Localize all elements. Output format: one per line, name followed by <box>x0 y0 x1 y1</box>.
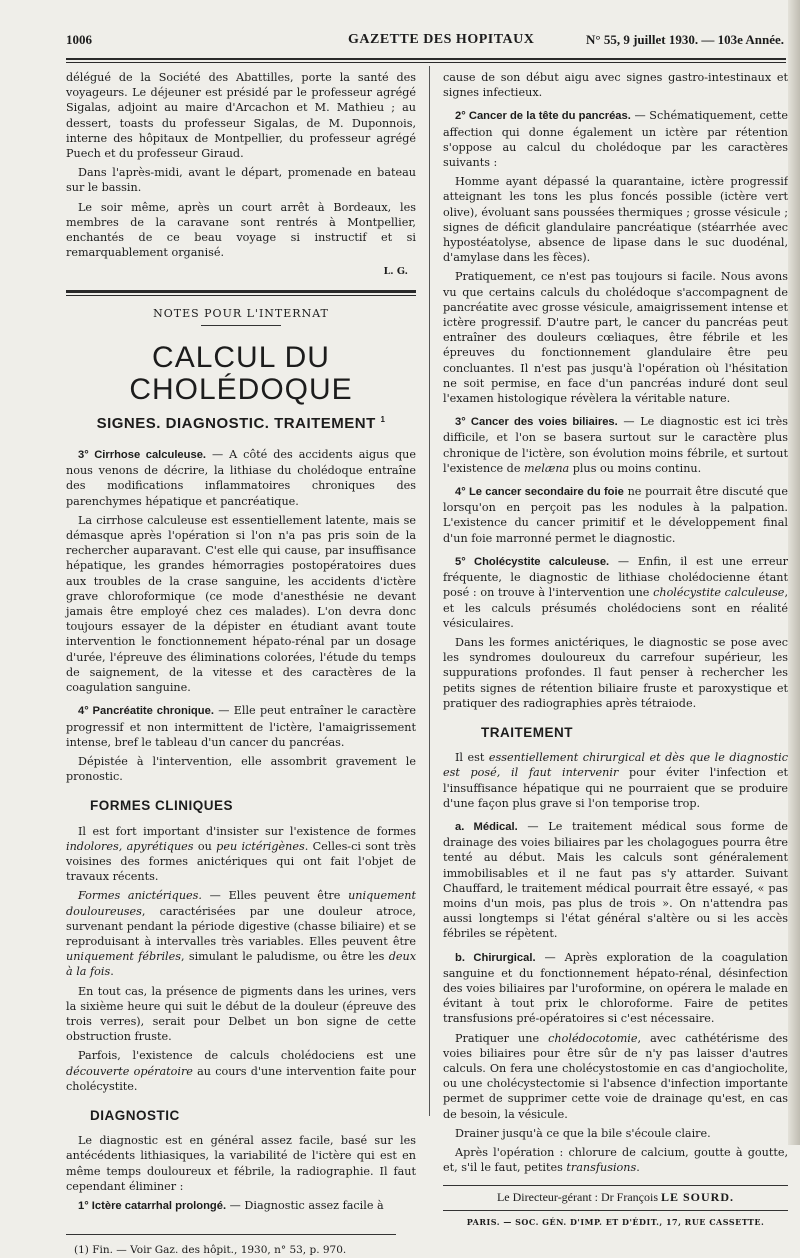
paragraph <box>66 888 416 979</box>
paragraph: Homme ayant dépassé la quarantaine, ictère progressif atteignant les tons les plus foncés possible (ictère vert olive), évoluant sans poussées thermiques ; grosse vésicule ; signes de déficit glandulaire pancréatique (stéarrhée avec hypostéatolyse, absence de lipase dans le suc duodénal, d'amylase dans les fèces). <box>443 175 788 265</box>
text: Il est fort important d'insister sur l'existence de formes <box>78 824 416 838</box>
item-text: — Elle peut entraîner le caractère progressif et non intermittent de l'ictère, l'amaigrissement intense, bref le tableau d'un cancer du pancréas. <box>66 704 416 749</box>
text: Parfois, l'existence de calculs cholédociens est une <box>78 1049 416 1063</box>
notes-heading: NOTES POUR L'INTERNAT <box>153 306 329 320</box>
text-italic: cholécystite calculeuse <box>653 586 785 600</box>
paragraph-cirrhose <box>66 447 416 509</box>
page-header <box>66 32 790 54</box>
paragraph <box>66 1198 416 1214</box>
left-column <box>66 70 416 1258</box>
text-italic: transfusions <box>566 1161 637 1175</box>
article-title: CALCUL DU CHOLÉDOQUE <box>129 340 353 406</box>
text-italic: peu ictérigènes <box>216 839 305 853</box>
printer-line: PARIS. — SOC. GÉN. D'IMP. ET D'ÉDIT., 17, RUE CASSETTE. <box>466 1216 765 1227</box>
paragraph <box>443 1145 788 1175</box>
item-lead: 5° Cholécystite calculeuse. <box>455 555 610 568</box>
item-lead: 4° Le cancer secondaire du foie <box>455 486 624 499</box>
paragraph-medical <box>443 819 788 942</box>
intro-paragraph: Dans l'après-midi, avant le départ, promenade en bateau sur le bassin. <box>66 166 416 195</box>
paragraph: La cirrhose calculeuse est essentiellement latente, mais se démasque après l'opération si l'on n'a pas pris soin de la rechercher auparavant. C'est elle qui cause, par insuffisance hépatique, les grandes hémorragies postopératoires dues aux troubles de la crase sanguine, les accidents d'ictère grave chloroformique (ce mode d'anesthésie ne devant jamais être employé chez ces malades). L'on devra donc toujours essayer de la dépister en étudiant avant toute intervention le fonctionnement hépato-rénal par un dosage d'urée, l'épreuve des éliminations colorées, l'étude du temps de saignement, de la vitesse et des caractères de la coagulation sanguine. <box>66 513 416 695</box>
paragraph: Pratiquement, ce n'est pas toujours si facile. Nous avons vu que certains calculs du cholédoque s'accompagnent de pancréatite avec grosse vésicule, amaigrissement intense et ictère progressif. D'autre part, le cancer du pancréas peut entraîner des douleurs cœliaques, être fébrile et les épreuves du fonctionnement glandulaire être peu concluantes. Il n'est pas jusqu'à l'opération où l'hésitation ne soit permise, en face d'un pancréas induré dont seul l'examen histologique révèlera la véritable nature. <box>443 270 788 406</box>
header-rule-thin <box>66 62 786 63</box>
right-column <box>443 70 788 1230</box>
section-heading-traitement: TRAITEMENT <box>481 724 573 740</box>
footnote-marker: 1 <box>380 414 386 424</box>
paragraph: En tout cas, la présence de pigments dans les urines, vers la sixième heure qui suit le début de la douleur (épreuve des trois verres), serait pour Delbet un bon signe de cette obstruction fruste. <box>66 984 416 1044</box>
director-rule <box>443 1210 788 1211</box>
item-text: — Diagnostic assez facile à <box>226 1198 384 1212</box>
item-lead: 4° Pancréatite chronique. <box>78 705 214 718</box>
item-lead: 1° Ictère catarrhal prolongé. <box>78 1199 227 1212</box>
item-lead: 2° Cancer de la tête du pancréas. <box>455 110 631 123</box>
item-text: — Après exploration de la coagulation sanguine et du fonctionnement hépato-rénal, désinfection des voies biliaires par l'uroformine, on opérera le malade en évitant à tout prix le chloroforme. Faire de petites transfusions pré-opératoires si c'est nécessaire. <box>443 950 788 1026</box>
intro-paragraph: délégué de la Société des Abattilles, porte la santé des voyageurs. Le déjeuner est présidé par le professeur agrégé Sigalas, adjoint au maire d'Arcachon et M. Mathieu ; au dessert, toasts du professeur Sigalas, de M. Duponnois, interne des hôpitaux de Montpellier, du professeur agrégé Puech et du professeur Giraud. <box>66 71 416 161</box>
text-italic: découverte opératoire <box>66 1064 193 1078</box>
intro-signature: L. G. <box>383 266 408 278</box>
paragraph <box>66 824 416 885</box>
paragraph: cause de son début aigu avec signes gastro-intestinaux et signes infectieux. <box>443 71 788 100</box>
paragraph: Dépistée à l'intervention, elle assombrit gravement le pronostic. <box>66 754 416 784</box>
text: — Elles peuvent être <box>201 889 349 903</box>
item-text: — A côté des accidents aigus que nous venons de décrire, la lithiase du cholédoque entraîne des modifications inflammatoires chroniques des parenchymes hépatique et pancréatique. <box>66 448 416 508</box>
director-label: Le Directeur-gérant : Dr François <box>496 1190 661 1205</box>
item-lead: b. Chirurgical. <box>455 951 536 964</box>
paragraph <box>443 750 788 811</box>
item-lead: a. Médical. <box>455 820 518 833</box>
text: au cours d'une intervention faite pour cholécystite. <box>66 1064 416 1093</box>
item-text: — Schématiquement, cette affection qui donne également un ictère par rétention s'oppose au calcul du cholédoque par les caractères suivants : <box>443 109 789 170</box>
text-italic: Formes anictériques. <box>78 889 202 903</box>
header-rule <box>66 58 786 60</box>
text-italic: essentiellement chirurgical et dès que le diagnostic est posé, il faut intervenir <box>443 751 788 780</box>
director-block <box>443 1185 788 1229</box>
director-line <box>443 1190 788 1205</box>
intro-paragraph: Le soir même, après un court arrêt à Bordeaux, les membres de la caravane sont rentrés à Montpellier, enchantés de ce beau voyage si instructif et si remarquablement organisé. <box>66 200 416 260</box>
text: Après l'opération : chlorure de calcium, goutte à goutte, et, s'il le faut, petites <box>443 1146 788 1175</box>
short-rule <box>201 325 281 326</box>
article-subtitle-text: SIGNES. DIAGNOSTIC. TRAITEMENT <box>96 414 376 432</box>
text: , simulant le paludisme, ou être les <box>180 950 389 964</box>
text-italic: deux à la fois <box>66 950 416 979</box>
item-text: plus ou moins continu. <box>569 461 702 475</box>
section-rule <box>66 290 416 293</box>
paragraph <box>443 1031 788 1122</box>
text: , avec cathétérisme des voies biliaires pour être sûr de n'y pas laisser d'autres calculs. On fera une cholécystostomie en cas d'angiocholite, ou une cholécystectomie si l'absence d'infection importante permet de supprimer cette voie de drainage qu'est, en cas de besoin, la vésicule. <box>443 1031 788 1121</box>
column-separator <box>429 66 430 1116</box>
paragraph-cancer-foie <box>443 484 788 546</box>
item-text: ne pourrait être discuté que lorsqu'on en perçoit pas les nodules à la palpation. L'existence du cancer primitif et le développement final d'un foie marronné permet le diagnostic. <box>443 485 789 545</box>
item-lead: 3° Cirrhose calculeuse. <box>78 449 207 462</box>
text: pour éviter l'infection et l'insuffisance hépatique qui ne pourraient que se produire d'une façon plus grave si l'on temporise trop. <box>443 766 788 810</box>
text: , caractérisées par une douleur atroce, survenant pendant la période digestive (chasse biliaire) et se reproduisant à intervalles très variables. Elles peuvent être <box>66 904 416 948</box>
item-text: — Le diagnostic est ici très difficile, et l'on se basera surtout sur le caractère plus chronique de l'ictère, son évolution moins fébrile, et surtout l'existence de <box>443 415 789 475</box>
footnote-rule <box>66 1234 396 1235</box>
paragraph-chirurgical <box>443 950 788 1027</box>
text-italic: uniquement fébriles <box>66 950 181 964</box>
paragraph-cholecystite <box>443 554 788 631</box>
item-lead: 3° Cancer des voies biliaires. <box>455 416 618 429</box>
page-edge <box>788 0 800 1145</box>
paragraph: Le diagnostic est en général assez facile, basé sur les antécédents lithiasiques, la variabilité de l'ictère qui est en même temps douloureux et fébrile, la radiographie. Il faut cependant éliminer : <box>66 1134 416 1193</box>
director-rule <box>443 1185 788 1186</box>
item-text: — Le traitement médical sous forme de drainage des voies biliaires par les cholagogues pourra être tenté au début. Mais les calculs sont généralement immobilisables et il ne faut pas s'y attarder. Suivant Chauffard, le traitement médical pourrait être essayé, « pas moins d'un mois, pas plus de trois ». On n'attendra pas aussi longtemps si l'état général s'altère ou si les accès fébriles se répètent. <box>443 819 788 941</box>
text: Il est <box>455 751 489 765</box>
paragraph-cancer-pancreas <box>443 108 788 170</box>
section-heading-formes: FORMES CLINIQUES <box>90 798 234 814</box>
paragraph <box>66 1048 416 1094</box>
text: . Celles-ci sont très voisines des formes anictériques qui ont fait l'objet de travaux récents. <box>66 839 416 884</box>
item-text: , et les calculs présumés cholédociens sont en réalité vésiculaires. <box>443 586 788 630</box>
paragraph-pancreatite <box>66 703 416 750</box>
text-italic: melæna <box>524 461 570 475</box>
journal-title: GAZETTE DES HOPITAUX <box>348 32 535 47</box>
text-italic: cholédocotomie <box>548 1031 638 1045</box>
article-subtitle <box>66 412 416 431</box>
section-heading-diagnostic: DIAGNOSTIC <box>90 1107 180 1123</box>
director-name: LE SOURD. <box>661 1190 735 1205</box>
text: ou <box>193 839 217 853</box>
paragraph: Drainer jusqu'à ce que la bile s'écoule claire. <box>455 1126 711 1140</box>
page-number: 1006 <box>66 32 92 47</box>
footnote: (1) Fin. — Voir Gaz. des hôpit., 1930, n° 53, p. 970. <box>74 1244 347 1257</box>
text-italic: indolores, apyrétiques <box>66 839 194 853</box>
item-text: — Enfin, il est une erreur fréquente, le diagnostic de lithiase cholédocienne étant posé : on trouve à l'intervention une <box>443 554 788 600</box>
section-rule-thin <box>66 295 416 296</box>
issue-info: N° 55, 9 juillet 1930. — 103e Année. <box>586 32 785 47</box>
text: . <box>110 965 114 979</box>
text: Pratiquer une <box>455 1031 549 1045</box>
paragraph: Dans les formes anictériques, le diagnostic se pose avec les syndromes douloureux du carrefour supérieur, les suppurations profondes. Il faut penser à rechercher les petits signes de rétention biliaire fruste et paroxystique et pratiquer des radiographies après tétraiode. <box>443 635 788 710</box>
text-italic: uniquement douloureuses <box>66 889 416 918</box>
paragraph-cancer-voies <box>443 414 788 476</box>
text: . <box>636 1161 640 1175</box>
